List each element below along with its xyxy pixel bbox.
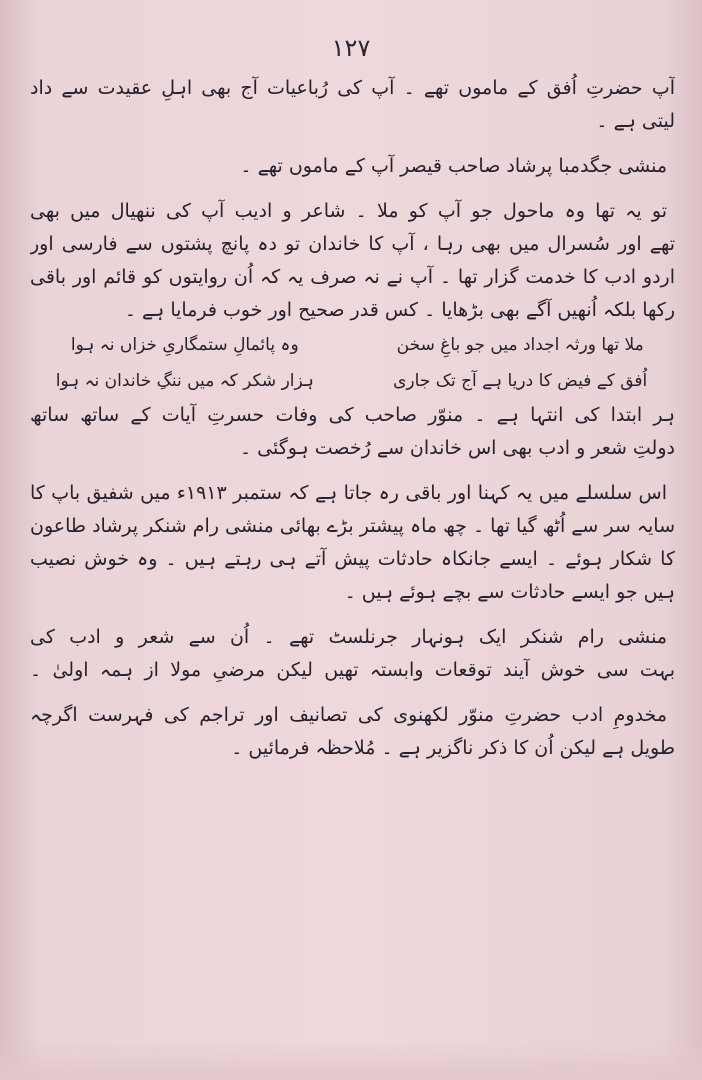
text-line: طویل ہے لیکن اُن کا ذکر ناگزیر ہے ۔ مُلاحظہ فرمائیں ۔ [231,737,675,759]
text-line: تو یہ تھا وہ ماحول جو آپ کو ملا ۔ شاعر و ادیب آپ کی ننھیال میں بھی [30,200,667,222]
text-line: دولتِ شعر و ادب بھی اس خاندان سے رُخصت ہوگئی ۔ [239,437,675,459]
text-line: اس سلسلے میں یہ کہنا اور باقی رہ جاتا ہے کہ ستمبر ۱۹۱۳ء میں شفیق باپ کا [30,482,667,504]
page-bottom-shade [0,1040,702,1080]
text-line: رکھا بلکہ اُنھیں آگے بھی بڑھایا ۔ کس قدر صحیح اور خوب فرمایا ہے ۔ [124,299,675,321]
text-line: کا شکار ہوئے ۔ ایسے جانکاہ حادثات پیش آتے ہی رہتے ہیں ۔ وہ خوش نصیب [30,548,675,570]
text-line: تھے اور سُسرال میں بھی رہا ، آپ کا خاندان تو دہ پانچ پشتوں سے فارسی اور [30,233,675,255]
couplet-verse [30,363,675,399]
page-number: ۱۲۷ [331,34,371,62]
text-line: ہیں جو ایسے حادثات سے بچے ہوئے ہیں ۔ [344,581,675,603]
verse-hemistich: ملا تھا ورثہ اجداد میں جو باغِ سخن [396,335,644,355]
couplet-verse [30,327,675,363]
text-line: بہت سی خوش آیند توقعات وابستہ تھیں لیکن مرضیِ مولا از ہمہ اولیٰ ۔ [30,659,675,681]
text-line: مخدومِ ادب حضرتِ منوّر لکھنوی کی تصانیف اور تراجم کی فہرست اگرچہ [30,704,667,726]
text-line: لیتی ہے ۔ [596,110,675,132]
text-line: منشی جگدمبا پرشاد صاحب قیصر آپ کے ماموں تھے ۔ [240,155,667,177]
verse-hemistich: اُفق کے فیض کا دریا ہے آج تک جاری [393,371,648,391]
text-line: سایہ سر سے اُٹھ گیا تھا ۔ چھ ماہ پیشتر بڑے بھائی منشی رام شنکر پرشاد طاعون [30,515,675,537]
verse-hemistich: ہزار شکر کہ میں ننگِ خاندان نہ ہوا [55,371,314,391]
text-line: منشی رام شنکر ایک ہونہار جرنلسٹ تھے ۔ اُن سے شعر و ادب کی [30,626,667,648]
body-text [30,72,675,765]
verse-hemistich: وہ پائمالِ ستمگاریِ خزاں نہ ہوا [70,335,299,355]
text-line: اردو ادب کا خدمت گزار تھا ۔ آپ نے نہ صرف یہ کہ اُن روایتوں کو قائم اور باقی [30,266,675,288]
text-line: ہر ابتدا کی انتہا ہے ۔ منوّر صاحب کی وفات حسرتِ آیات کے ساتھ ساتھ [30,404,675,426]
text-line: آپ حضرتِ اُفق کے ماموں تھے ۔ آپ کی رُباعیات آج بھی اہلِ عقیدت سے داد [30,77,675,99]
